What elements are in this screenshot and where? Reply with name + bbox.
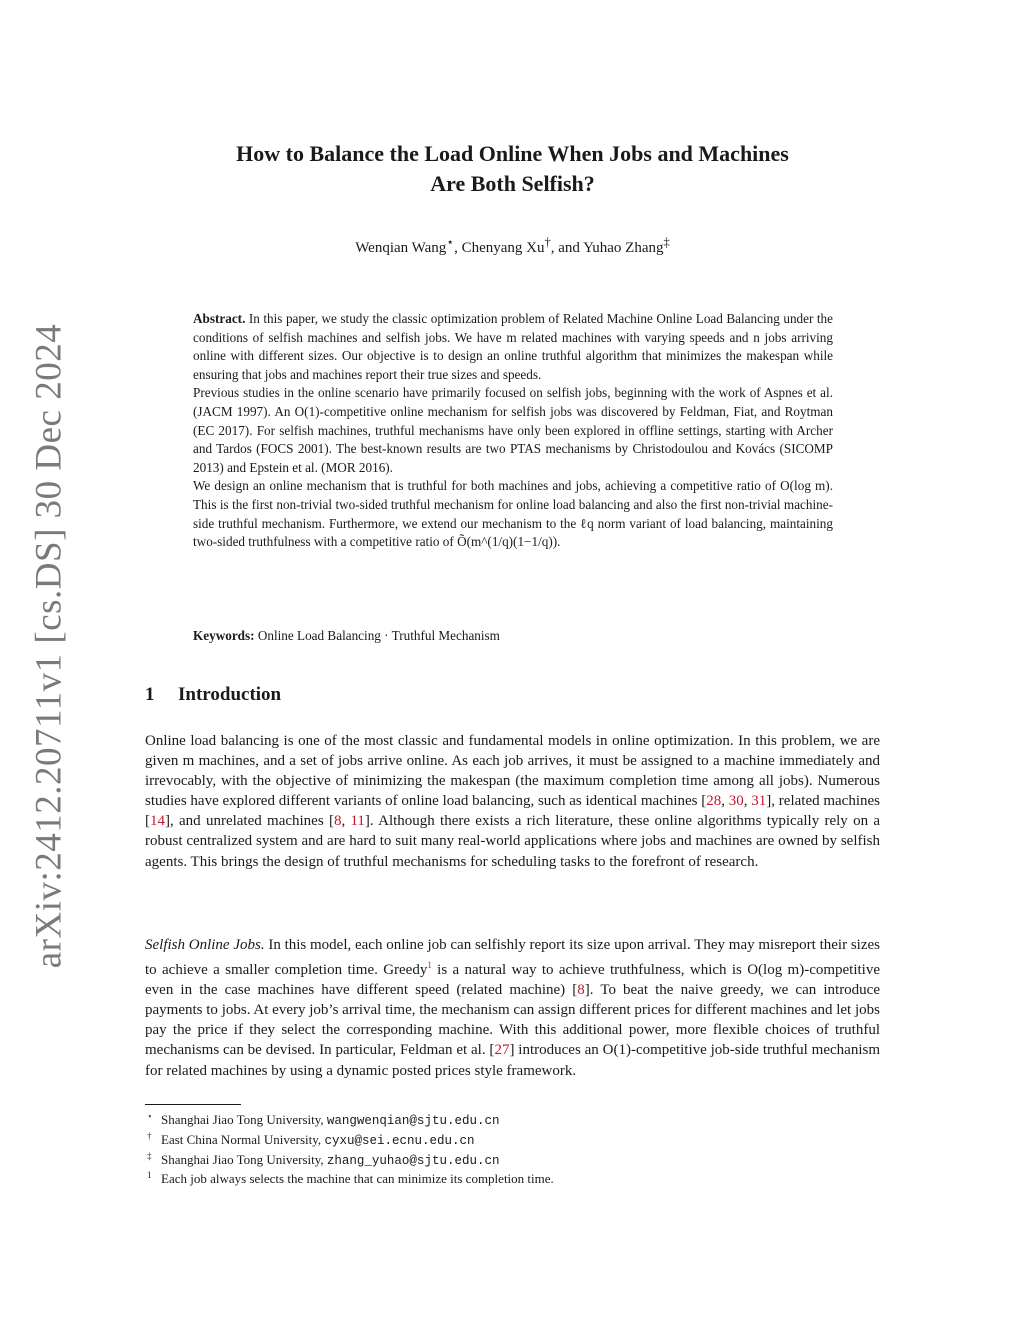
footnote-text: Shanghai Jiao Tong University,: [161, 1151, 327, 1167]
section-number: 1: [145, 684, 155, 705]
abstract-paragraph-3: [193, 477, 833, 551]
abstract-text: We design an online mechanism that is truthful for both machines and jobs, achieving a competitive ratio of O(log m). This is the first non-trivial two-sided truthful mechanism for online load balancing and also the first non-trivial machine-side truthful mechanism. Furthermore, we extend our mechanism to the ℓq norm variant of load balancing, maintaining two-sided truthfulness with a competitive ratio of: [193, 478, 833, 550]
competitive-ratio-formula: Õ(m^(1/q)(1−1/q)): [457, 534, 558, 550]
footnote-text: East China Normal University,: [161, 1131, 325, 1147]
email-link[interactable]: zhang_yuhao@sjtu.edu.cn: [326, 1153, 500, 1168]
arxiv-identifier-text: arXiv:2412.20711v1 [cs.DS] 30 Dec 2024: [28, 323, 69, 969]
footnote-text: Shanghai Jiao Tong University,: [161, 1112, 327, 1127]
citation-link[interactable]: 27: [494, 1042, 510, 1059]
body-text: ]. To beat the naive greedy, we can introduce payments to jobs. At every job’s arrival time, the mechanism can assign different prices for different machines and let jobs pay the price if they select the corresponding machine. With this additional power, more flexible choices of truthful mechanisms can be devised. In particular, Feldman et al. [: [145, 982, 881, 1059]
abstract: [193, 310, 833, 552]
citation-link[interactable]: 14: [150, 813, 165, 830]
paragraph-heading: Selfish Online Jobs.: [145, 937, 265, 953]
abstract-text: In this paper, we study the classic optimization problem of Related Machine Online Load Balancing under the conditions of selfish machines and selfish jobs. We have m related machines with varying speeds and n jobs arriving online with different sizes. Our objective is to design an online truthful algorithm that minimizes the makespan while ensuring that jobs and machines report their true sizes and speeds.: [193, 311, 834, 382]
body-text: ], related machines [: [145, 793, 880, 830]
citation-link[interactable]: 8: [333, 813, 342, 830]
title-line-2: Are Both Selfish?: [430, 171, 595, 196]
body-text: Online load balancing is one of the most classic and fundamental models in online optimization. In this problem, we are given m machines, and a set of jobs arrive online. As each job arrives, it must be assigned to a machine immediately and irrevocably, with the objective of minimizing the makespan (the maximum completion time among all jobs). Numerous studies have explored different variants of online load balancing, such as identical machines [: [145, 733, 880, 810]
body-text: ]. Although there exists a rich literature, these online algorithms typically rely on a robust centralized system and are hard to suit many real-world applications where jobs and machines are owned by selfish agents. This brings the design of truthful mechanisms for scheduling tasks to the forefront of research.: [145, 813, 880, 870]
citation-link[interactable]: 28: [706, 793, 722, 810]
intro-paragraph-2: [145, 935, 880, 1081]
body-text: ] introduces an O(1)-competitive job-side truthful mechanism for related machines by using a dynamic posted prices style framework.: [145, 1042, 880, 1079]
footnote-mark: ⋆: [147, 1111, 153, 1121]
footnote: [145, 1131, 880, 1151]
section-heading-introduction: [145, 684, 281, 706]
footnote: [145, 1111, 880, 1131]
keywords: [193, 628, 833, 644]
author-mark: †: [544, 235, 551, 249]
author-name: Chenyang Xu: [461, 240, 545, 256]
body-text: ], and unrelated machines [: [165, 813, 334, 830]
keywords-text: Online Load Balancing · Truthful Mechanism: [257, 628, 500, 643]
author-separator: , and: [550, 240, 584, 256]
email-link[interactable]: cyxu@sei.ecnu.edu.cn: [324, 1133, 475, 1148]
author-name: Yuhao Zhang: [583, 240, 664, 256]
email-link[interactable]: wangwenqian@sjtu.edu.cn: [326, 1114, 500, 1128]
abstract-text: .: [557, 534, 561, 550]
footnote-mark: ‡: [147, 1150, 152, 1161]
author-list: [145, 234, 880, 257]
footnote: [145, 1151, 880, 1171]
body-text: In this model, each online job can selfishly report its size upon arrival. They may misreport their sizes to achieve a smaller completion time. Greedy: [145, 937, 880, 979]
footnote-divider: [145, 1104, 241, 1105]
keywords-label: Keywords:: [193, 628, 255, 643]
footnote-text: Each job always selects the machine that can minimize its completion time.: [161, 1171, 554, 1187]
title-line-1: How to Balance the Load Online When Jobs and Machines: [236, 141, 789, 166]
footnote-mark: 1: [147, 1170, 152, 1181]
section-title: Introduction: [178, 684, 282, 705]
abstract-paragraph-1: [193, 310, 833, 384]
intro-paragraph-1: Online load balancing is one of the most classic and fundamental models in online optimization. In this problem, we are given m machines, and a set of jobs arrive online. As each job arrives, it must be assigned to a machine immediately and irrevocably, with the objective of minimizing the makespan (the maximum completion time among all jobs). Numerous studies have explored different variants of online load balancing, such as identical machines [28, 30, 31], related machines [14], and unrelated machines [8, 11]. Although there exists a rich literature, these online algorithms typically rely on a robust centralized system and are hard to suit many real-world applications where jobs and machines are owned by selfish agents. This brings the design of truthful mechanisms for scheduling tasks to the forefront of research.: [145, 733, 880, 870]
footnote: [145, 1170, 880, 1189]
footnotes: [145, 1111, 880, 1189]
footnote-mark: †: [147, 1130, 152, 1141]
citation-link[interactable]: 30: [728, 793, 744, 810]
author-separator: ,: [454, 240, 462, 256]
body-text: is a natural way to achieve truthfulness, which is O(log m)-competitive even in the case machines have different speed (related machine) [: [145, 962, 881, 999]
abstract-label: Abstract.: [193, 311, 246, 326]
citation-link[interactable]: 11: [350, 813, 365, 830]
footnote-ref[interactable]: 1: [427, 960, 432, 971]
author-name: Wenqian Wang: [355, 240, 447, 256]
paper-title: [145, 139, 880, 199]
author-mark: ⋆: [446, 235, 455, 249]
citation-link[interactable]: 8: [577, 982, 585, 999]
author-mark: ‡: [663, 235, 670, 249]
arxiv-identifier-stamp: [26, 323, 71, 969]
abstract-paragraph-2: Previous studies in the online scenario have primarily focused on selfish jobs, beginning with the work of Aspnes et al. (JACM 1997). An O(1)-competitive online mechanism for selfish jobs was discovered by Feldman, Fiat, and Roytman (EC 2017). For selfish machines, truthful mechanisms have only been explored in offline settings, starting with Archer and Tardos (FOCS 2001). The best-known results are two PTAS mechanisms by Christodoulou and Kovács (SICOMP 2013) and Epstein et al. (MOR 2016).: [193, 385, 833, 475]
citation-link[interactable]: 31: [751, 793, 767, 810]
